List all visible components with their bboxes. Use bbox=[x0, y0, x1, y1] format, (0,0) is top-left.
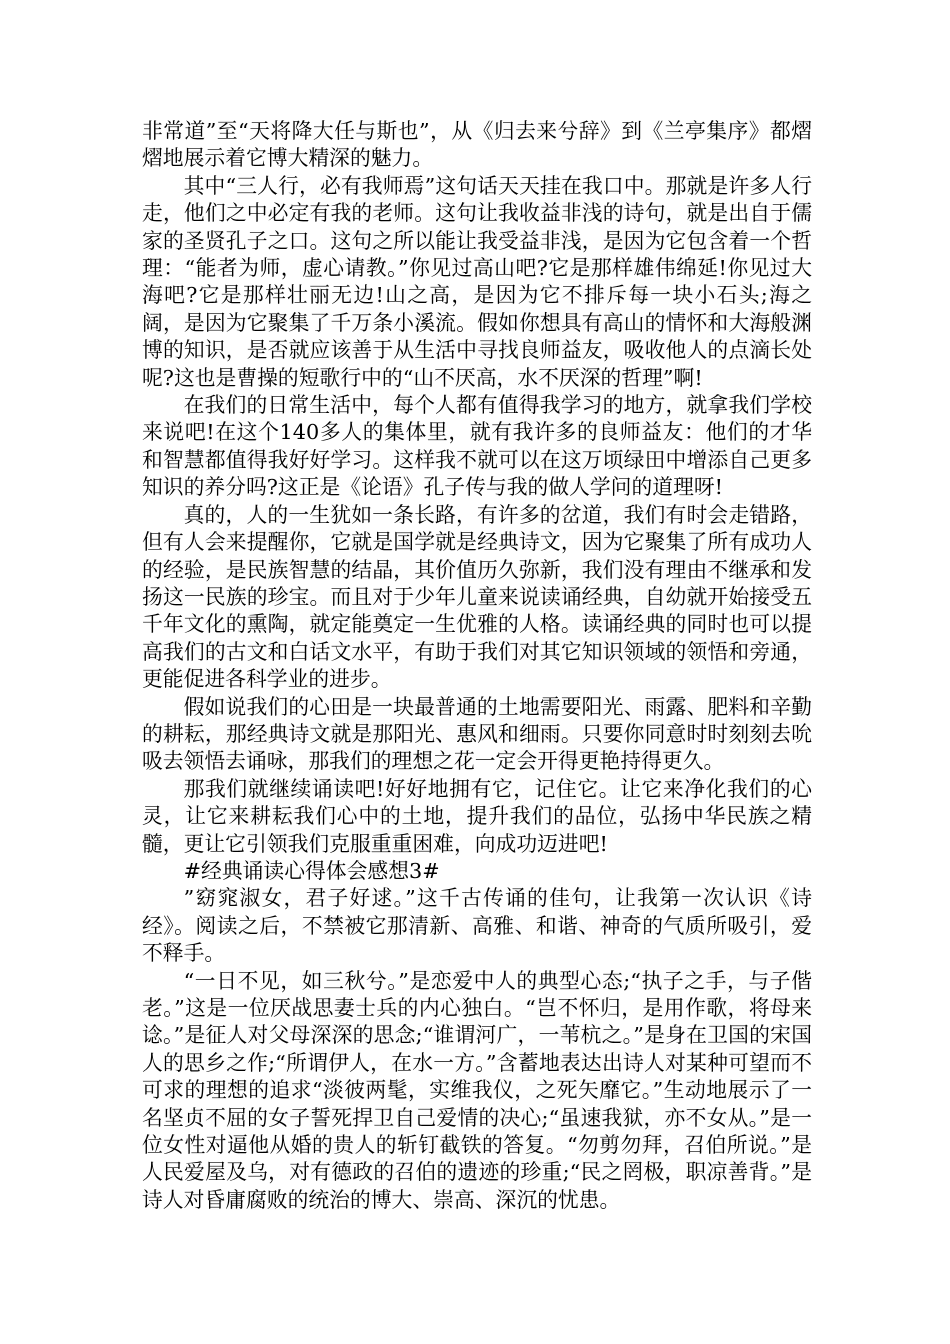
paragraph-daily-life: 在我们的日常生活中，每个人都有值得我学习的地方，就拿我们学校来说吧!在这个140多人的集体里，就有我许多的良师益友：他们的才华和智慧都值得我好好学习。这样我不就可以在这万顷绿田中增添自己更多知识的养分吗?这正是《论语》孔子传与我的做人学问的道理呀! bbox=[142, 393, 812, 500]
paragraph-heart-field: 假如说我们的心田是一块最普通的土地需要阳光、雨露、肥料和辛勤的耕耘，那经典诗文就是那阳光、惠风和细雨。只要你同意时时刻刻去吮吸去领悟去诵咏，那我们的理想之花一定会开得更艳持得更久。 bbox=[142, 694, 812, 774]
paragraph-book-of-songs-quotes: “一日不见，如三秋兮。”是恋爱中人的典型心态;“执子之手，与子偕老。”这是一位厌战思妻士兵的内心独白。“岂不怀归，是用作歌，将母来谂。”是征人对父母深深的思念;“谁谓河广，一苇杭之。”是身在卫国的宋国人的思乡之作;“所谓伊人，在水一方。”含蓄地表达出诗人对某种可望而不可求的理想的追求“淡彼两髦，实维我仪，之死矢靡它。”生动地展示了一名坚贞不屈的女子誓死捍卫自己爱情的决心;“虽速我狱，亦不女从。”是一位女性对逼他从婚的贵人的斩钉截铁的答复。“勿剪勿拜，召伯所说。”是人民爱屋及乌，对有德政的召伯的遗迹的珍重;“民之罔极，职凉善背。”是诗人对昏庸腐败的统治的博大、崇高、深沉的忧患。 bbox=[142, 968, 812, 1212]
document-body bbox=[142, 118, 812, 1214]
paragraph-three-people: 其中“三人行，必有我师焉”这句话天天挂在我口中。那就是许多人行走，他们之中必定有我的老师。这句让我收益非浅的诗句，就是出自于儒家的圣贤孔子之口。这句之所以能让我受益非浅，是因为它包含着一个哲理：“能者为师，虚心请教。”你见过高山吧?它是那样雄伟绵延!你见过大海吧?它是那样壮丽无边!山之高，是因为它不排斥每一块小石头;海之阔，是因为它聚集了千万条小溪流。假如你想具有高山的情怀和大海般渊博的知识，是否就应该善于从生活中寻找良师益友，吸收他人的点滴长处呢?这也是曹操的短歌行中的“山不厌高，水不厌深的哲理”啊! bbox=[142, 173, 812, 390]
paragraph-long-road: 真的，人的一生犹如一条长路，有许多的岔道，我们有时会走错路，但有人会来提醒你，它就是国学就是经典诗文，因为它聚集了所有成功人的经验，是民族智慧的结晶，其价值历久弥新，我们没有理由不继承和发扬这一民族的珍宝。而且对于少年儿童来说读诵经典，自幼就开始接受五千年文化的熏陶，就定能奠定一生优雅的人格。读诵经典的同时也可以提高我们的古文和白话文水平，有助于我们对其它知识领域的领悟和旁通，更能促进各科学业的进步。 bbox=[142, 502, 812, 692]
paragraph-continuation: 非常道”至“天将降大任与斯也”，从《归去来兮辞》到《兰亭集序》都熠熠地展示着它博大精深的魅力。 bbox=[142, 119, 812, 171]
paragraph-keep-reading: 那我们就继续诵读吧!好好地拥有它，记住它。让它来净化我们的心灵，让它来耕耘我们心中的土地，提升我们的品位，弘扬中华民族之精髓，更让它引领我们克服重重困难，向成功迈进吧! bbox=[142, 776, 812, 856]
paragraph-book-of-songs-intro: ”窈窕淑女，君子好逑。”这千古传诵的佳句，让我第一次认识《诗经》。阅读之后，不禁被它那清新、高雅、和谐、神奇的气质所吸引，爱不释手。 bbox=[142, 886, 812, 966]
section-heading: #经典诵读心得体会感想3# bbox=[183, 858, 440, 883]
